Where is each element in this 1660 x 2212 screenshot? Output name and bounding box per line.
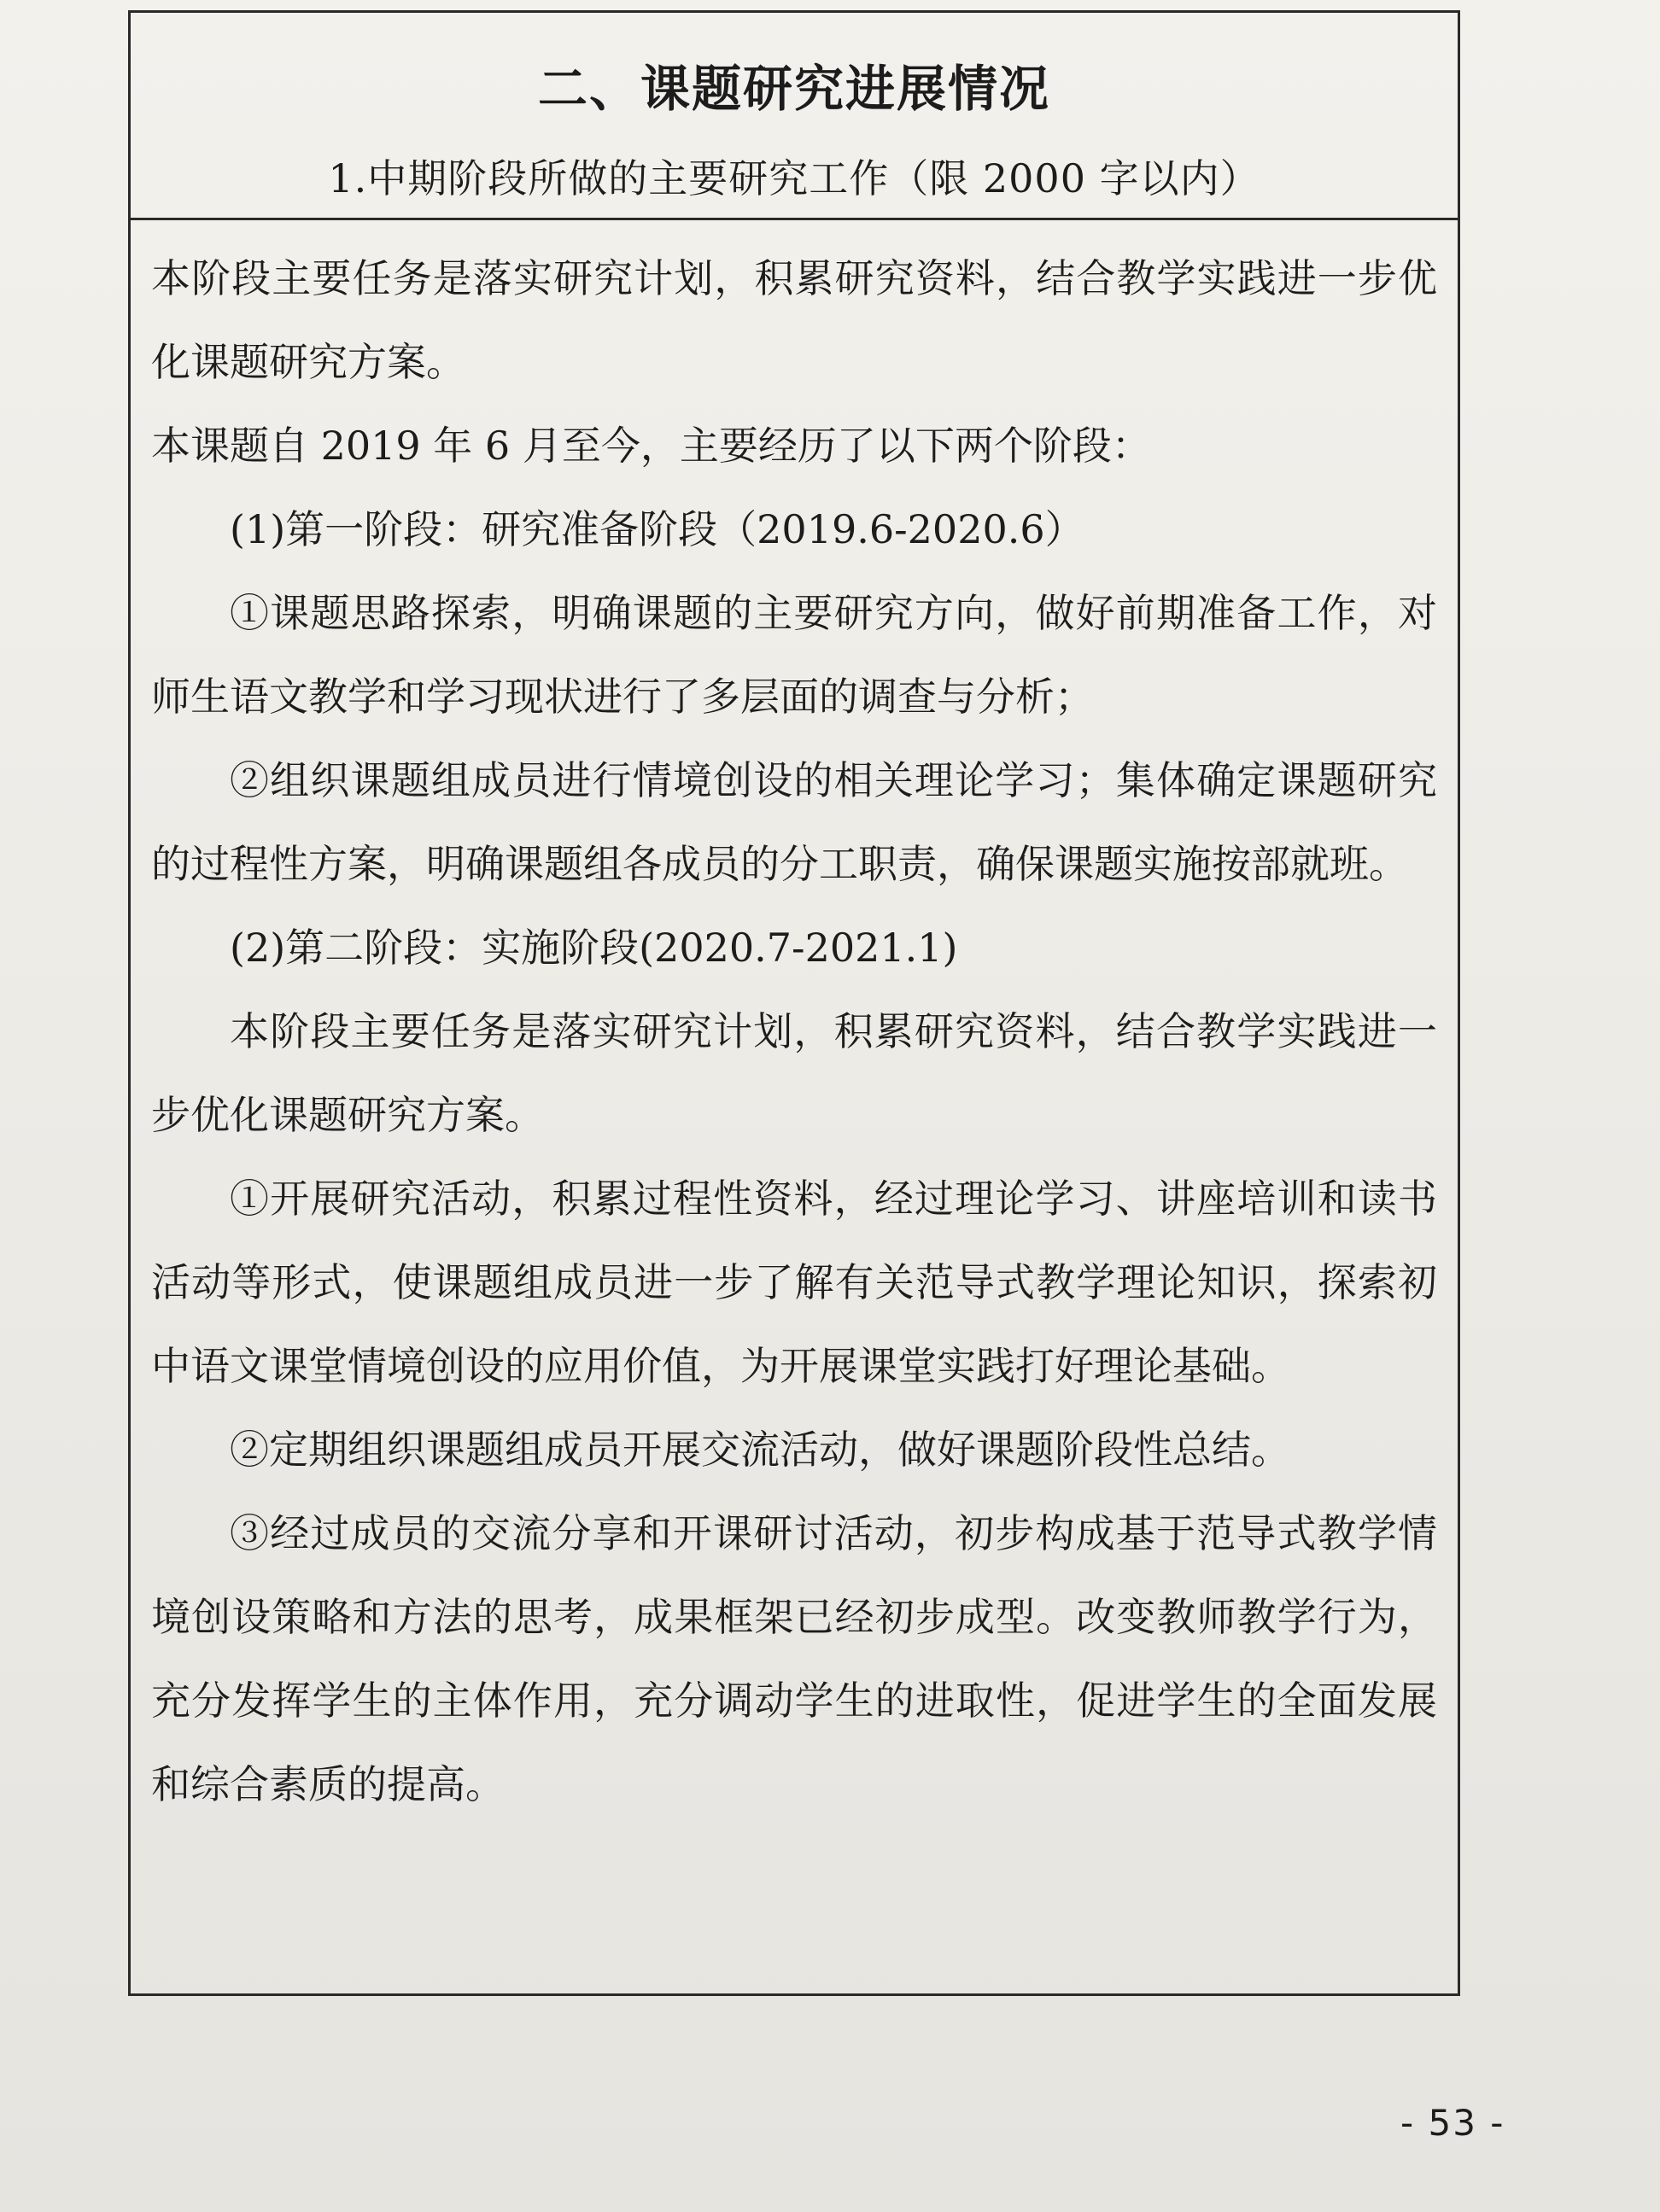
section-title: 二、课题研究进展情况 bbox=[537, 60, 1050, 118]
stage-one-heading: (1)第一阶段：研究准备阶段（2019.6-2020.6） bbox=[230, 506, 1084, 552]
stage-two-item-1: ①开展研究活动，积累过程性资料，经过理论学习、讲座培训和读书活动等形式，使课题组成员进一步了解有关范导式教学理论知识，探索初中语文课堂情境创设的应用价值，为开展课堂实践打好理论基础。 bbox=[151, 1176, 1437, 1389]
stage-two-item-2: ②定期组织课题组成员开展交流活动，做好课题阶段性总结。 bbox=[230, 1427, 1290, 1473]
stage-one-item-2: ②组织课题组成员进行情境创设的相关理论学习；集体确定课题研究的过程性方案，明确课题组各成员的分工职责，确保课题实施按部就班。 bbox=[151, 757, 1437, 887]
stage-two-summary: 本阶段主要任务是落实研究计划，积累研究资料，结合教学实践进一步优化课题研究方案。 bbox=[151, 1008, 1437, 1138]
stage-one-item-1: ①课题思路探索，明确课题的主要研究方向，做好前期准备工作，对师生语文教学和学习现状进行了多层面的调查与分析； bbox=[151, 590, 1437, 720]
form-header bbox=[131, 13, 1458, 220]
body-text bbox=[151, 236, 1437, 1826]
report-form-box bbox=[128, 10, 1460, 1996]
sub-title: 1.中期阶段所做的主要研究工作（限 2000 字以内） bbox=[328, 155, 1260, 201]
paragraph-timeline-intro: 本课题自 2019 年 6 月至今，主要经历了以下两个阶段： bbox=[151, 423, 1151, 469]
stage-two-item-3: ③经过成员的交流分享和开课研讨活动，初步构成基于范导式教学情境创设策略和方法的思考，成果框架已经初步成型。改变教师教学行为，充分发挥学生的主体作用，充分调动学生的进取性，促进学生的全面发展和综合素质的提高。 bbox=[151, 1510, 1437, 1807]
page-number: - 53 - bbox=[1400, 2102, 1505, 2144]
stage-two-heading: (2)第二阶段：实施阶段(2020.7-2021.1) bbox=[230, 925, 958, 971]
paragraph-task-summary: 本阶段主要任务是落实研究计划，积累研究资料，结合教学实践进一步优化课题研究方案。 bbox=[151, 255, 1437, 385]
